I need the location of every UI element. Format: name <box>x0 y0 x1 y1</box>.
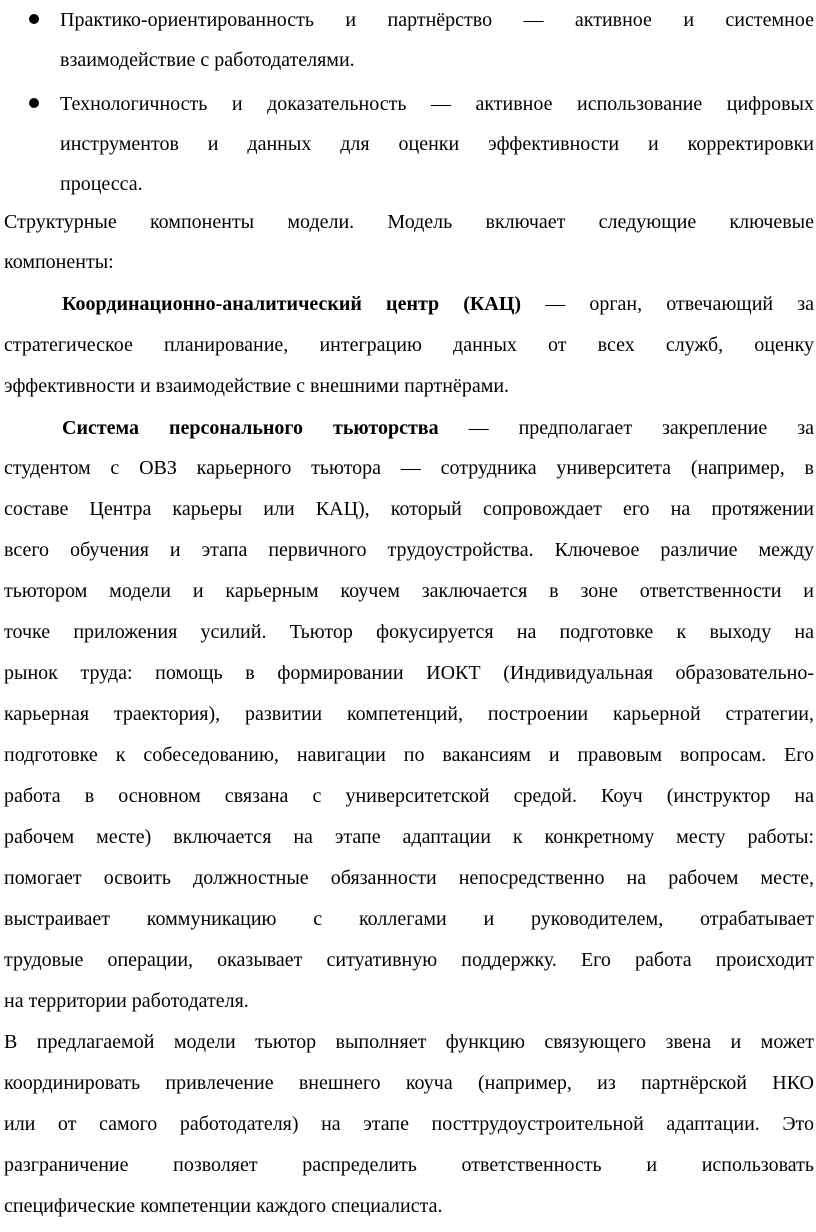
tutor-line-14: трудовые операции, оказывает ситуативную поддержку. Его работа происходит <box>4 949 814 971</box>
tutor-line-4: всего обучения и этапа первичного трудоустройства. Ключевое различие между <box>4 539 814 561</box>
bullet-2-line-1: Технологичность и доказательность — активное использование цифровых <box>60 93 814 115</box>
bullet-1-line-2: взаимодействие с работодателями. <box>60 49 355 71</box>
kac-line-1 <box>62 284 814 324</box>
tutor-line-6: точке приложения усилий. Тьютор фокусируется на подготовке к выходу на <box>4 621 814 643</box>
bullet-dot-icon <box>29 98 39 108</box>
kac-line-2: стратегическое планирование, интеграцию данных от всех служб, оценку <box>4 334 814 356</box>
tutor-line-7: рынок труда: помощь в формировании ИОКТ (Индивидуальная образовательно- <box>4 662 814 684</box>
kac-term: Координационно-аналитический центр (КАЦ) <box>62 293 522 315</box>
tutor-line-1 <box>62 408 814 448</box>
closing-line-2: координировать привлечение внешнего коуча (например, из партнёрской НКО <box>4 1072 814 1094</box>
tutor-line-2: студентом с ОВЗ карьерного тьютора — сотрудника университета (например, в <box>4 457 814 479</box>
tutor-term: Система персонального тьюторства <box>62 417 439 439</box>
closing-line-4: разграничение позволяет распределить ответственность и использовать <box>4 1154 814 1176</box>
tutor-line-10: работа в основном связана с университетской средой. Коуч (инструктор на <box>4 785 814 807</box>
closing-line-1: В предлагаемой модели тьютор выполняет функцию связующего звена и может <box>4 1031 814 1053</box>
closing-line-3: или от самого работодателя) на этапе посттрудоустроительной адаптации. Это <box>4 1113 814 1135</box>
tutor-line-5: тьютором модели и карьерным коучем заключается в зоне ответственности и <box>4 580 814 602</box>
bullet-1-line-1: Практико-ориентированность и партнёрство — активное и системное <box>60 9 814 31</box>
closing-line-5: специфические компетенции каждого специалиста. <box>4 1195 443 1217</box>
tutor-line-11: рабочем месте) включается на этапе адаптации к конкретному месту работы: <box>4 826 814 848</box>
bullet-2-line-3: процесса. <box>60 173 143 195</box>
tutor-line-15: на территории работодателя. <box>4 990 249 1012</box>
bullet-dot-icon <box>29 14 39 24</box>
tutor-line-3: составе Центра карьеры или КАЦ), который сопровождает его на протяжении <box>4 498 814 520</box>
tutor-first-line-rest: — предполагает закрепление за <box>438 417 815 439</box>
tutor-line-8: карьерная траектория), развитии компетенций, построении карьерной стратегии, <box>4 703 814 725</box>
structure-intro-line-1: Структурные компоненты модели. Модель включает следующие ключевые <box>4 211 814 233</box>
kac-first-line-rest: — орган, отвечающий за <box>521 293 814 315</box>
tutor-line-13: выстраивает коммуникацию с коллегами и руководителем, отрабатывает <box>4 908 814 930</box>
kac-line-3: эффективности и взаимодействие с внешними партнёрами. <box>4 375 510 397</box>
tutor-line-12: помогает освоить должностные обязанности непосредственно на рабочем месте, <box>4 867 814 889</box>
bullet-2-line-2: инструментов и данных для оценки эффективности и корректировки <box>60 133 814 155</box>
tutor-line-9: подготовке к собеседованию, навигации по вакансиям и правовым вопросам. Его <box>4 744 814 766</box>
structure-intro-line-2: компоненты: <box>4 251 114 273</box>
